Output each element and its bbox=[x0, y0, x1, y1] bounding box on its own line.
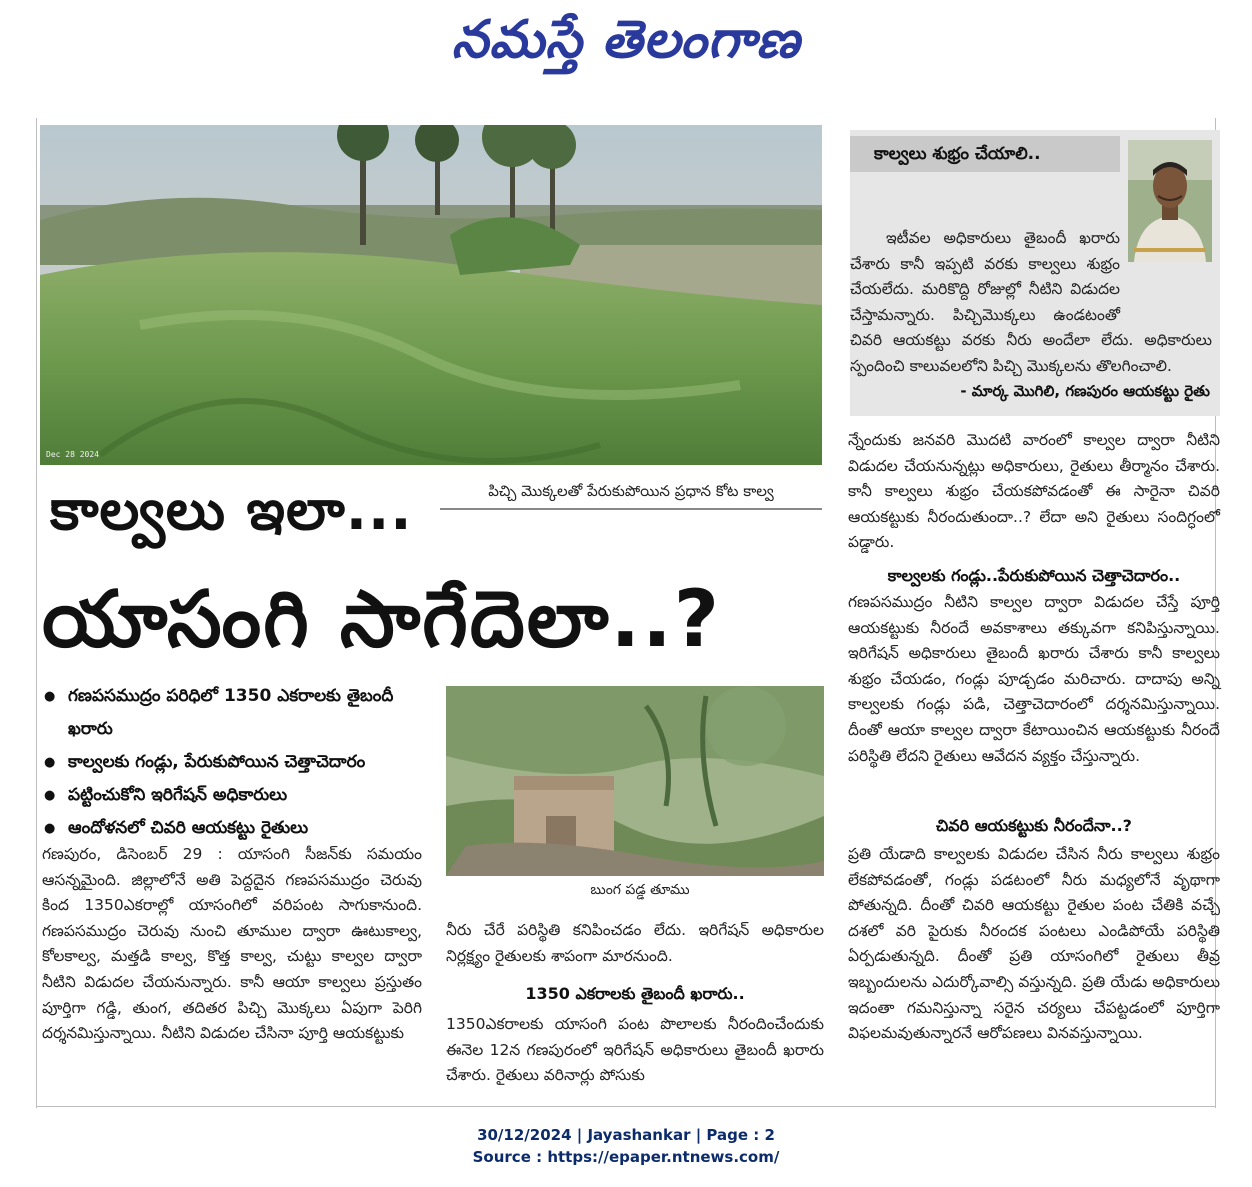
article-column-right-top: న్నేందుకు జనవరి మొదటి వారంలో కాల్వల ద్వారా నీటిని విడుదల చేయనున్నట్లు అధికారులు, రైతులు తీర్మానం చేశారు. కానీ కాల్వలు శుభ్రం చేయకపోవడంతో ఈ సారైనా చివరి ఆయకట్టుకు నీరందుతుందా..? లేదా అని రైతులు సందిగ్ధంలో పడ్డారు. bbox=[848, 431, 1220, 552]
bottom-divider bbox=[36, 1106, 1216, 1107]
photo-timestamp: Dec 28 2024 bbox=[46, 450, 99, 459]
highlight-item: ● కాల్వలకు గండ్లు, పేరుకుపోయిన చెత్తాచెదారం bbox=[42, 746, 422, 779]
main-photo-caption: పిచ్చి మొక్కలతో పేరుకుపోయిన ప్రధాన కోట కాల్వ bbox=[440, 476, 822, 510]
footer-source: Source : https://epaper.ntnews.com/ bbox=[472, 1148, 780, 1166]
quote-body: ఇటీవల అధికారులు తైబందీ ఖరారు చేశారు కానీ ఇప్పటి వరకు కాల్వలు శుభ్రం చేయలేదు. మరికొద్ది రోజుల్లో నీటిని విడుదల చేస్తామన్నారు. పిచ్చిమొక్కలు ఉండటంతో చివరి ఆయకట్టు వరకు నీరు అందేలా లేదు. అధికారులు స్పందించి కాలువలలోని పిచ్చి మొక్కలను తొలగించాలి. bbox=[850, 226, 1212, 380]
article-column-left: గణపురం, డిసెంబర్ 29 : యాసంగి సీజన్‌కు సమయం ఆసన్నమైంది. జిల్లాలోనే అతి పెద్దదైన గణపసముద్రం చెరువు కింద 1350ఎకరాల్లో యాసంగిలో వరిపంట సాగుకానుంది. గణపసముద్రం చెరువు నుంచి తూముల ద్వారా ఊటుకాల్వ, కోలకాల్వ, మత్తడి కాల్వ, కొత్త కాల్వ, చుట్టు కాల్వల ద్వారా నీటిని విడుదల చేయనున్నారు. కానీ ఆయా కాల్వలు ప్రస్తుతం పూర్తిగా గడ్డి, తుంగ, తదితర పిచ్చి మొక్కలు ఏపుగా పెరిగి దర్శనమిస్తున్నాయి. నీటిని విడుదల చేసినా పూర్తి ఆయకట్టుకు bbox=[42, 845, 422, 1043]
article-column-right-middle: గణపసముద్రం నీటిని కాల్వల ద్వారా విడుదల చేస్తే పూర్తి ఆయకట్టుకు నీరందే అవకాశాలు తక్కువగా కనిపిస్తున్నాయి. ఇరిగేషన్ అధికారులు తైబందీ ఖరారు చేశారు కానీ కాల్వలు శుభ్రం చేయడం, గండ్లు పూడ్చడం మరిచారు. దాదాపు అన్ని కాల్వలకు గండ్లు పడి, చెత్తాచెదారంలో దర్శనమిస్తున్నాయి. దీంతో ఆయా కాల్వల ద్వారా కేటాయించిన ఆయకట్టుకు నీరందే పరిస్థితి లేదని రైతులు ఆవేదన వ్యక్తం చేస్తున్నారు. bbox=[848, 593, 1220, 765]
headline-line-1: కాల్వలు ఇలా... bbox=[50, 478, 413, 543]
subheading-tail-end: చివరి ఆయకట్టుకు నీరందేనా..? bbox=[936, 816, 1132, 835]
quote-heading: కాల్వలు శుభ్రం చేయాలి.. bbox=[850, 136, 1120, 172]
page-footer bbox=[0, 1124, 1252, 1168]
highlight-item: ● ఆందోళనలో చివరి ఆయకట్టు రైతులు bbox=[42, 812, 422, 845]
footer-edition-info: 30/12/2024 | Jayashankar | Page : 2 bbox=[477, 1126, 775, 1144]
article-column-mid-top: నీరు చేరే పరిస్థితి కనిపించడం లేదు. ఇరిగేషన్ అధికారుల నిర్లక్ష్యం రైతులకు శాపంగా మారనుంది. bbox=[446, 921, 824, 965]
article-column-mid-bottom: 1350ఎకరాలకు యాసంగి పంట పొలాలకు నీరందించేందుకు ఈనెల 12న గణపురంలో ఇరిగేషన్ అధికారులు తైబందీ ఖరారు చేశారు. రైతులు వరినార్లు పోసుకు bbox=[446, 1015, 824, 1085]
quote-attribution: - మార్క మొగిలి, గణపురం ఆయకట్టు రైతు bbox=[960, 382, 1210, 400]
article-column-right-bottom: ప్రతి యేడాది కాల్వలకు విడుదల చేసిన నీరు కాల్వలు శుభ్రం లేకపోవడంతో, గండ్లు పడటంలో నీరు మధ్యలోనే వృథాగా పోతున్నది. దీంతో చివరి ఆయకట్టు రైతుల పంట చేతికి వచ్చే దశలో వరి పైరుకు నీరందక పంటలు ఎండిపోయే పరిస్థితి ఏర్పడుతున్నది. దీంతో ప్రతి యాసంగిలో రైతులు తీవ్ర ఇబ్బందులను ఎదుర్కోవాల్సి వస్తున్నది. ప్రతి యేడు అధికారులు ఇదంతా గమనిస్తున్నా సరైన చర్యలు చేపట్టడంలో పూర్తిగా విఫలమవుతున్నారనే ఆరోపణలు వినవస్తున్నాయి. bbox=[848, 845, 1220, 1043]
subheading-taibandi: 1350 ఎకరాలకు తైబందీ ఖరారు.. bbox=[525, 984, 745, 1003]
farmer-quote-box bbox=[850, 130, 1220, 416]
newspaper-logo: నమస్తే తెలంగాణ bbox=[451, 10, 801, 70]
highlight-item: ● పట్టించుకోని ఇరిగేషన్ అధికారులు bbox=[42, 779, 422, 812]
highlights-list bbox=[42, 680, 422, 845]
canal-photo bbox=[40, 125, 822, 465]
sluice-photo-image bbox=[446, 686, 824, 876]
highlight-item: ● గణపసముద్రం పరిధిలో 1350 ఎకరాలకు తైబందీ ఖరారు bbox=[42, 680, 422, 746]
masthead bbox=[0, 0, 1252, 100]
canal-photo-image bbox=[40, 125, 822, 465]
portrait-spacer bbox=[1120, 226, 1212, 310]
headline-line-2: యాసంగి సాగేదెలా..? bbox=[42, 575, 721, 665]
sluice-photo bbox=[446, 686, 824, 876]
subheading-breaches: కాల్వలకు గండ్లు..పేరుకుపోయిన చెత్తాచెదారం.. bbox=[887, 566, 1181, 585]
sluice-photo-caption: బుంగ పడ్డ తూము bbox=[590, 882, 690, 898]
